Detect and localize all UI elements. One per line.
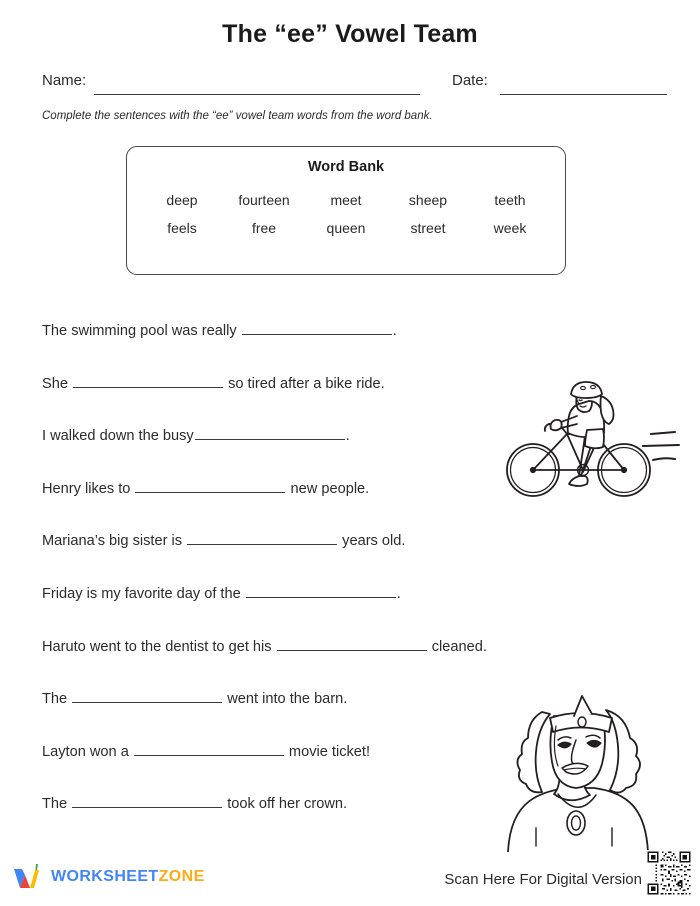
word-bank-word[interactable]: meet xyxy=(330,192,362,208)
sentence-text-before: The xyxy=(42,691,72,708)
worksheet-zone-wordmark xyxy=(51,868,205,886)
sentence-text-after: . xyxy=(345,428,350,445)
scan-here-text: Scan Here For Digital Version xyxy=(444,871,642,888)
word-bank-row xyxy=(141,220,551,236)
sentence-text-before: Layton won a xyxy=(42,743,133,760)
word-bank-title: Word Bank xyxy=(307,159,385,175)
answer-blank[interactable] xyxy=(72,794,222,808)
word-bank-word[interactable]: street xyxy=(410,220,446,236)
sentence-item xyxy=(42,321,397,341)
answer-blank[interactable] xyxy=(73,374,223,388)
sentence-text-before: Haruto went to the dentist to get his xyxy=(42,638,276,655)
sentence-text-after: . xyxy=(392,323,397,339)
word-bank-word[interactable]: deep xyxy=(166,192,198,208)
sentence-text-after: years old. xyxy=(338,533,406,550)
sentence-item xyxy=(42,637,487,657)
sentence-text-before: The swimming pool was really xyxy=(42,323,241,339)
answer-blank[interactable] xyxy=(187,531,337,545)
word-bank-row xyxy=(141,192,551,208)
word-bank-word[interactable]: fourteen xyxy=(238,192,290,208)
sentence-text-after: so tired after a bike ride. xyxy=(224,375,385,392)
sentence-item xyxy=(42,531,405,551)
sentence-text-before: She xyxy=(42,375,73,392)
name-label: Name: xyxy=(42,72,87,89)
sentence-text-after: . xyxy=(396,586,401,602)
sentence-text-before: The xyxy=(42,796,72,813)
sentence-item xyxy=(42,426,350,446)
answer-blank[interactable] xyxy=(242,321,392,335)
date-input-line[interactable] xyxy=(500,94,667,95)
sentence-item xyxy=(42,374,385,394)
sentence-item xyxy=(42,689,347,709)
word-bank xyxy=(126,146,566,275)
answer-blank[interactable] xyxy=(246,584,396,598)
name-input-line[interactable] xyxy=(94,94,420,95)
word-bank-word[interactable]: teeth xyxy=(494,192,526,208)
sentence-text-before: I walked down the busy xyxy=(42,428,194,445)
name-date-row xyxy=(42,72,667,96)
word-bank-word[interactable]: free xyxy=(251,220,277,236)
sentence-text-after: new people. xyxy=(286,480,370,497)
word-bank-word-list xyxy=(141,192,551,248)
sentence-text-after: took off her crown. xyxy=(223,796,348,813)
sentence-item xyxy=(42,479,369,499)
word-bank-word[interactable]: week xyxy=(493,220,527,236)
answer-blank[interactable] xyxy=(134,742,284,756)
page-title: The “ee” Vowel Team xyxy=(222,20,478,48)
instruction-text: Complete the sentences with the “ee” vowel team words from the word bank. xyxy=(42,110,433,122)
sentence-text-after: movie ticket! xyxy=(284,743,371,760)
sentence-text-before: Mariana’s big sister is xyxy=(42,533,187,550)
sentence-item xyxy=(42,584,401,604)
word-bank-word[interactable]: sheep xyxy=(408,192,448,208)
answer-blank[interactable] xyxy=(277,637,427,651)
sentence-item xyxy=(42,742,370,762)
answer-blank[interactable] xyxy=(72,689,222,703)
word-bank-word[interactable]: feels xyxy=(167,220,197,236)
sentence-text-after: went into the barn. xyxy=(223,691,348,708)
logo-word-worksheet: WORKSHEET xyxy=(51,868,159,885)
worksheet-zone-w-icon xyxy=(12,862,46,892)
answer-blank[interactable] xyxy=(195,426,345,440)
sentence-text-before: Henry likes to xyxy=(42,480,135,497)
sentence-text-before: Friday is my favorite day of the xyxy=(42,586,245,602)
sentence-text-after: cleaned. xyxy=(427,638,487,655)
logo-word-zone: ZONE xyxy=(158,868,205,885)
word-bank-word[interactable]: queen xyxy=(326,220,366,236)
illustration-queen-wearing-crown xyxy=(494,682,666,852)
sentence-item xyxy=(42,794,347,814)
illustration-girl-riding-bicycle xyxy=(483,372,681,502)
worksheet-zone-logo[interactable] xyxy=(12,862,205,892)
answer-blank[interactable] xyxy=(135,479,285,493)
qr-code[interactable] xyxy=(646,850,692,896)
date-label: Date: xyxy=(452,72,488,89)
